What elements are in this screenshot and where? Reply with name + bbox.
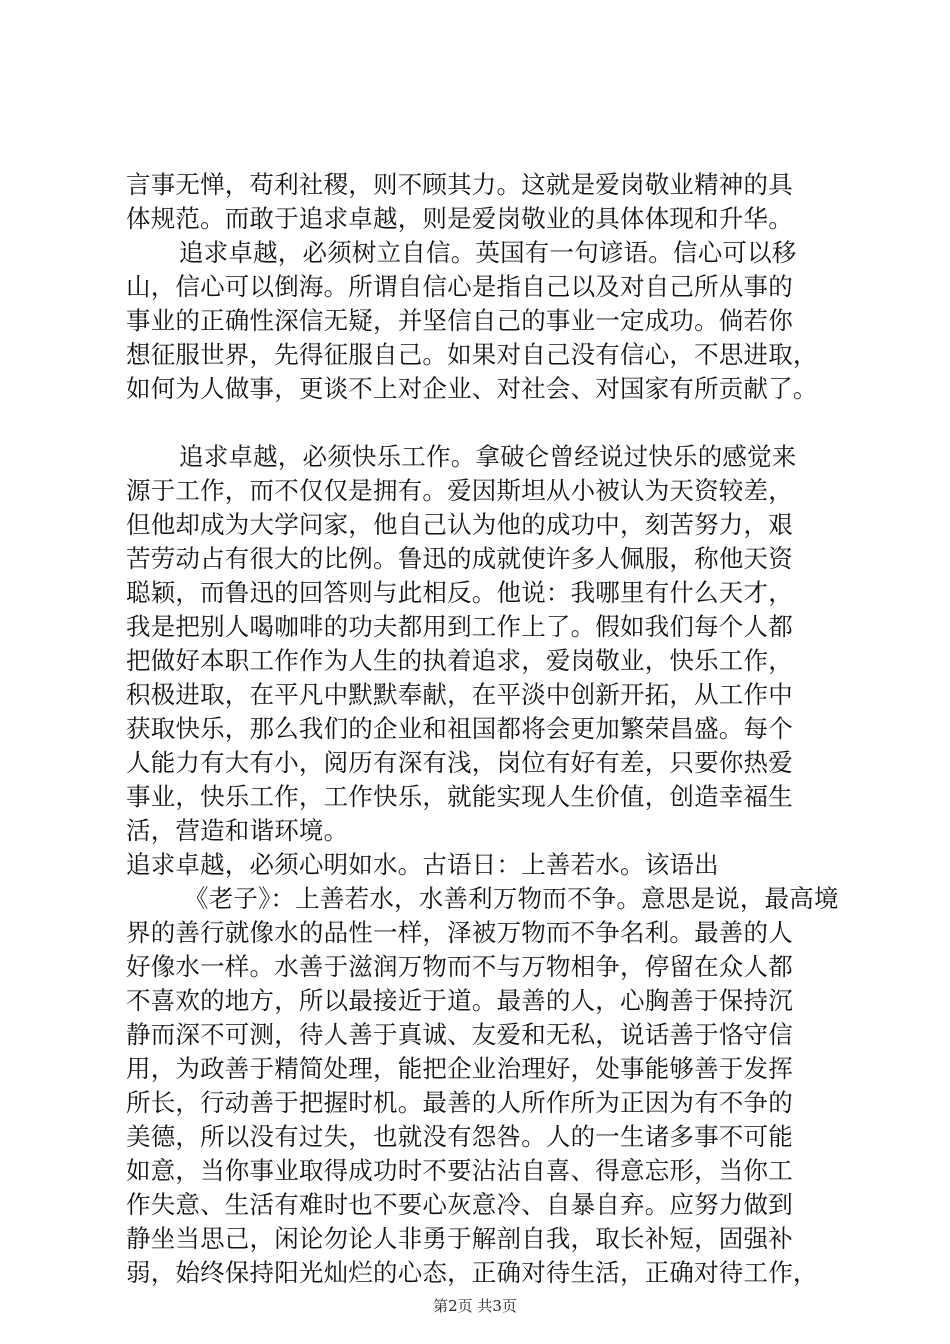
text-line: 想征服世界，先得征服自己。如果对自己没有信心，不思进取，: [126, 340, 818, 369]
text-line: 事业，快乐工作，工作快乐，就能实现人生价值，创造幸福生: [126, 782, 793, 811]
text-line: 事业的正确性深信无疑，并坚信自己的事业一定成功。倘若你: [126, 306, 793, 335]
paragraph-start-line: 《老子》：上善若水，水善利万物而不争。意思是说，最高境: [184, 884, 839, 913]
text-line: 静坐当思己，闲论勿论人非勇于解剖自我，取长补短，固强补: [126, 1224, 793, 1253]
text-line: 用，为政善于精简处理，能把企业治理好，处事能够善于发挥: [126, 1054, 793, 1083]
text-line: 苦劳动占有很大的比例。鲁迅的成就使许多人佩服，称他天资: [126, 544, 793, 573]
paragraph-start-line: 追求卓越，必须快乐工作。拿破仑曾经说过快乐的感觉来: [179, 442, 797, 471]
text-line: 作失意、生活有难时也不要心灰意冷、自暴自弃。应努力做到: [126, 1190, 793, 1219]
text-line: 但他却成为大学问家，他自己认为他的成功中，刻苦努力，艰: [126, 510, 793, 539]
text-line: 山，信心可以倒海。所谓自信心是指自己以及对自己所从事的: [126, 272, 793, 301]
text-line: 获取快乐，那么我们的企业和祖国都将会更加繁荣昌盛。每个: [126, 714, 793, 743]
text-line: 不喜欢的地方，所以最接近于道。最善的人，心胸善于保持沉: [126, 986, 793, 1015]
text-line: 体规范。而敢于追求卓越，则是爱岗敬业的具体体现和升华。: [126, 204, 793, 233]
text-line: 弱，始终保持阳光灿烂的心态，正确对待生活，正确对待工作，: [126, 1258, 818, 1287]
text-line: 我是把别人喝咖啡的功夫都用到工作上了。假如我们每个人都: [126, 612, 793, 641]
text-line: 如何为人做事，更谈不上对企业、对社会、对国家有所贡献了。: [126, 374, 818, 403]
text-line: 活，营造和谐环境。: [126, 816, 349, 845]
text-line: 把做好本职工作作为人生的执着追求，爱岗敬业，快乐工作，: [126, 646, 793, 675]
text-line: 界的善行就像水的品性一样，泽被万物而不争名利。最善的人: [126, 918, 793, 947]
text-line: 美德，所以没有过失，也就没有怨咎。人的一生诸多事不可能: [126, 1122, 793, 1151]
text-line: 积极进取，在平凡中默默奉献，在平淡中创新开拓，从工作中: [126, 680, 793, 709]
text-line: 静而深不可测，待人善于真诚、友爱和无私，说话善于恪守信: [126, 1020, 793, 1049]
text-line: 聪颖，而鲁迅的回答则与此相反。他说：我哪里有什么天才，: [126, 578, 793, 607]
text-line: 追求卓越，必须心明如水。古语日：上善若水。该语出: [126, 850, 719, 879]
text-line: 人能力有大有小，阅历有深有浅，岗位有好有差，只要你热爱: [126, 748, 793, 777]
text-line: 如意，当你事业取得成功时不要沾沾自喜、得意忘形，当你工: [126, 1156, 793, 1185]
paragraph-gap: [126, 406, 846, 440]
paragraph-start-line: 追求卓越，必须树立自信。英国有一句谚语。信心可以移: [179, 238, 797, 267]
text-line: 好像水一样。水善于滋润万物而不与万物相争，停留在众人都: [126, 952, 793, 981]
text-line: 言事无惮，苟利社稷，则不顾其力。这就是爱岗敬业精神的具: [126, 170, 793, 199]
text-line: 源于工作，而不仅仅是拥有。爱因斯坦从小被认为天资较差，: [126, 476, 793, 505]
document-body: [126, 168, 846, 1290]
text-line: 所长，行动善于把握时机。最善的人所作所为正因为有不争的: [126, 1088, 793, 1117]
page-number-footer: 第2页 共3页: [433, 1297, 517, 1315]
